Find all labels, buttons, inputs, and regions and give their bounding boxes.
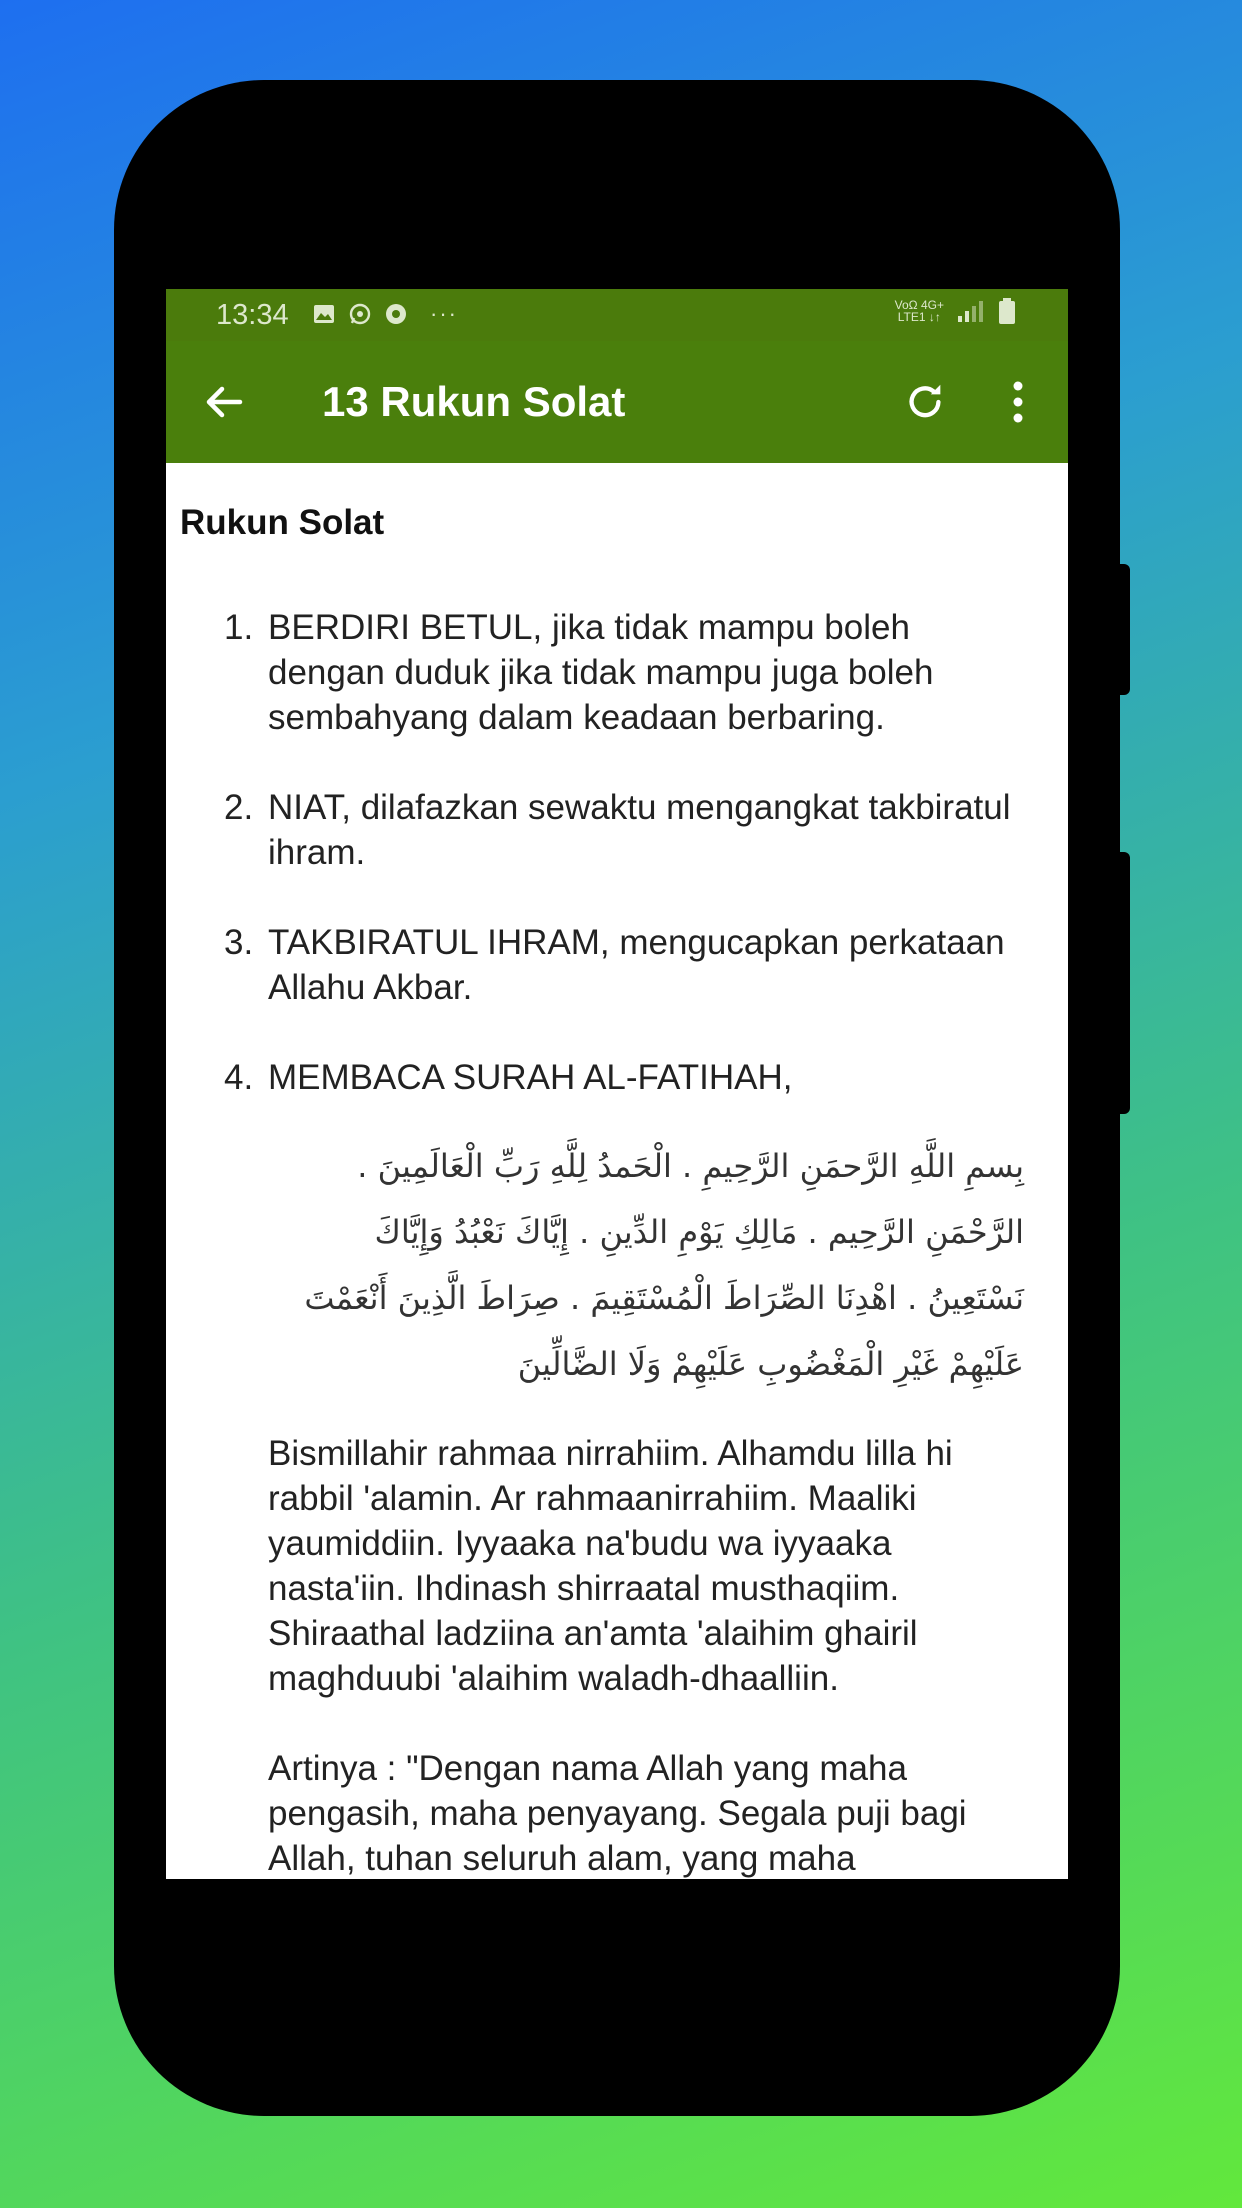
arabic-text: بِسمِ اللَّهِ الرَّحمَنِ الرَّحِيمِ . الْحَمدُ لِلَّهِ رَبِّ الْعَالَمِينَ . الرَّحْمَنِ الرَّحِيم . مَالِكِ يَوْمِ الدِّينِ . إِيَّاكَ نَعْبُدُ وَإِيَّاكَ نَسْتَعِينُ . اهْدِنَا الصِّرَاطَ الْمُسْتَقِيمَ . صِرَاطَ الَّذِينَ أَنْعَمْتَ عَلَيْهِمْ غَيْرِ الْمَغْضُوبِ عَلَيْهِمْ وَلَا الضَّالِّينَ bbox=[304, 1147, 1024, 1383]
notification-icons bbox=[312, 301, 458, 327]
item-number: 3. bbox=[224, 923, 254, 962]
item-text: BERDIRI BETUL, jika tidak mampu boleh dengan duduk jika tidak mampu juga boleh sembahyang dalam keadaan berbaring. bbox=[268, 608, 934, 737]
more-notifications-icon: ··· bbox=[430, 301, 458, 326]
whatsapp-icon bbox=[348, 302, 372, 326]
status-time: 13:34 bbox=[216, 299, 289, 331]
network-indicator: VoΩ 4G+ LTE1 ↓↑ bbox=[894, 298, 944, 324]
item-number: 1. bbox=[224, 608, 254, 647]
refresh-icon[interactable] bbox=[902, 379, 948, 425]
rukun-list bbox=[180, 605, 1054, 1100]
list-item bbox=[180, 785, 1054, 875]
transliteration-text: Bismillahir rahmaa nirrahiim. Alhamdu lilla hi rabbil 'alamin. Ar rahmaanirrahiim. Maaliki yaumiddiin. Iyyaaka na'budu wa iyyaaka nasta'iin. Ihdinash shirraatal musthaqiim. Shiraathal ladziina an'amta 'alaihim ghairil maghduubi 'alaihim waladh-dhaalliin. bbox=[268, 1434, 953, 1698]
status-bar bbox=[166, 289, 1068, 341]
back-arrow-icon[interactable] bbox=[200, 378, 248, 426]
item-number: 2. bbox=[224, 788, 254, 827]
translation-text: Artinya : "Dengan nama Allah yang maha pengasih, maha penyayang. Segala puji bagi Allah, tuhan seluruh alam, yang maha bbox=[268, 1749, 967, 1878]
item-text: TAKBIRATUL IHRAM, mengucapkan perkataan Allahu Akbar. bbox=[268, 923, 1005, 1007]
list-item bbox=[180, 1055, 1054, 1100]
item-text: MEMBACA SURAH AL-FATIHAH, bbox=[268, 1058, 793, 1097]
app-bar bbox=[166, 341, 1068, 463]
item-number: 4. bbox=[224, 1058, 254, 1097]
system-icons bbox=[895, 297, 1016, 325]
phone-side-button-power bbox=[1116, 564, 1130, 695]
gallery-icon bbox=[312, 302, 336, 326]
phone-side-button-volume bbox=[1116, 852, 1130, 1114]
battery-icon bbox=[998, 297, 1016, 325]
page-title: 13 Rukun Solat bbox=[322, 378, 626, 425]
list-item bbox=[180, 920, 1054, 1010]
chrome-icon bbox=[384, 302, 408, 326]
section-heading: Rukun Solat bbox=[180, 503, 385, 542]
phone-screen bbox=[166, 289, 1068, 1879]
article-content[interactable] bbox=[166, 463, 1068, 1879]
signal-icon bbox=[956, 298, 986, 324]
item-text: NIAT, dilafazkan sewaktu mengangkat takbiratul ihram. bbox=[268, 788, 1011, 872]
more-vertical-icon[interactable] bbox=[998, 377, 1038, 427]
list-item bbox=[180, 605, 1054, 740]
